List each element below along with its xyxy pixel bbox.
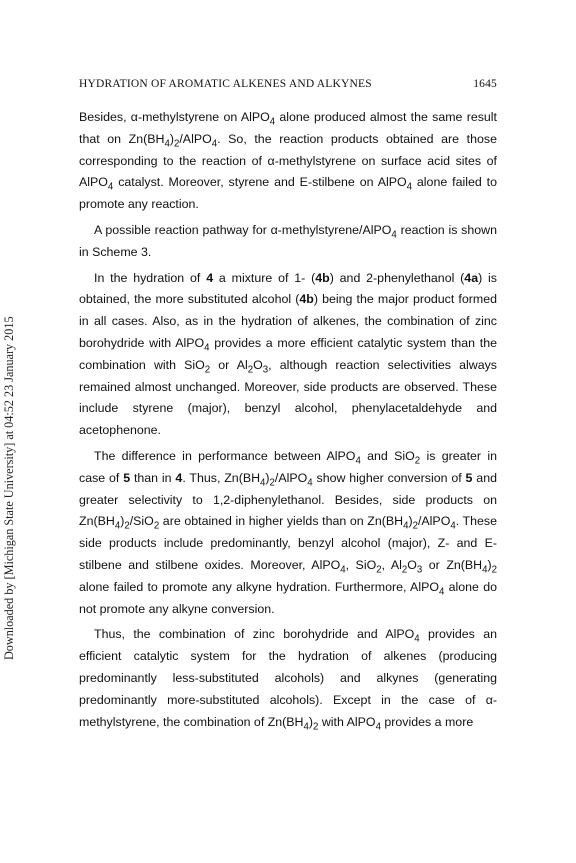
subscript: 4 [204, 342, 210, 354]
text-run: alone produced almost the same result that on Zn(BH [79, 110, 497, 146]
subscript: 4 [211, 138, 218, 150]
text-run: Thus, the combination of zinc borohydride and AlPO [94, 627, 415, 642]
subscript: 4 [355, 455, 361, 467]
text-run: , SiO [345, 557, 377, 572]
text-run: , although reaction selectivities always remained almost unchanged. Moreover, side products are observed. These include styrene (major), benzyl alcohol, phenylacetaldehyde and acetophenone. [79, 357, 497, 438]
running-title: HYDRATION OF AROMATIC ALKENES AND ALKYNES [79, 78, 372, 90]
text-run: ) being the major product formed in all cases. Also, as in the hydration of alkenes, the combination of zinc borohydride with AlPO [79, 292, 497, 350]
subscript: 2 [376, 564, 382, 576]
subscript: 2 [269, 477, 275, 489]
text-run: . So, the reaction products obtained are those corresponding to the reaction of α-methylstyrene on surface acid sites of AlPO [79, 131, 497, 190]
body-text [79, 107, 497, 737]
text-run: are obtained in higher yields than on Zn(BH [159, 514, 404, 529]
download-note: Downloaded by [Michigan State University] at 04:52 23 January 2015 [2, 316, 16, 660]
subscript: 2 [153, 520, 160, 532]
text-run: is greater in case of [79, 448, 497, 485]
text-run: catalyst. Moreover, styrene and E-stilbene on AlPO [113, 175, 407, 190]
text-run: and greater selectivity to 1,2-diphenylethanol. Besides, side products on Zn(BH [79, 470, 497, 529]
compound-number: 4 [206, 270, 214, 285]
text-run: O [253, 357, 263, 372]
subscript: 4 [482, 564, 488, 576]
paragraph [79, 624, 497, 733]
subscript: 3 [416, 564, 423, 576]
compound-number: 4b [299, 292, 314, 307]
subscript: 2 [173, 138, 180, 150]
text-run: ) [265, 470, 270, 485]
text-run: ) [487, 557, 492, 572]
subscript: 2 [124, 520, 130, 532]
subscript: 2 [491, 564, 498, 576]
text-run: and SiO [360, 448, 415, 463]
subscript: 4 [438, 586, 445, 598]
text-run: /AlPO [274, 470, 308, 485]
text-run: The difference in performance between AlPO [94, 448, 356, 463]
text-run: reaction is shown in Scheme 3. [79, 222, 497, 259]
subscript: 4 [260, 477, 266, 489]
text-run: alone do not promote any alkyne conversion. [79, 579, 498, 616]
text-run: A possible reaction pathway for α-methylstyrene/AlPO [94, 222, 392, 237]
text-run: , Al [381, 557, 402, 572]
text-run: Besides, α-methylstyrene on AlPO [79, 110, 270, 124]
text-run: O [407, 557, 417, 572]
paragraph [79, 107, 497, 216]
subscript: 2 [414, 455, 421, 467]
compound-number: 4b [315, 270, 330, 285]
compound-number: 5 [465, 470, 473, 485]
subscript: 2 [313, 720, 319, 732]
subscript: 4 [164, 138, 170, 150]
text-run: /SiO [129, 514, 154, 529]
text-run: provides a more efficient catalytic system than the combination with SiO [79, 335, 497, 372]
text-run: with AlPO [318, 714, 376, 729]
text-run: ) [169, 131, 174, 146]
compound-number: 4a [464, 270, 479, 285]
compound-number: 5 [123, 470, 131, 485]
subscript: 2 [204, 364, 211, 376]
subscript: 2 [401, 564, 408, 576]
subscript: 4 [450, 520, 456, 532]
text-run: or Zn(BH [422, 557, 483, 572]
subscript: 4 [114, 520, 121, 532]
download-watermark [2, 240, 22, 660]
paragraph [79, 220, 497, 264]
text-run: /AlPO [179, 131, 212, 146]
text-run: alone failed to promote any reaction. [79, 175, 497, 212]
subscript: 2 [247, 364, 254, 376]
subscript: 4 [391, 229, 397, 241]
text-run: ) and 2-phenylethanol ( [329, 270, 465, 285]
paragraph [79, 268, 497, 442]
subscript: 3 [262, 364, 269, 376]
text-run: In the hydration of [94, 270, 207, 285]
subscript: 4 [414, 633, 420, 645]
text-run: a mixture of 1- ( [213, 270, 316, 285]
subscript: 4 [269, 116, 276, 128]
text-run: . Thus, Zn(BH [182, 470, 261, 485]
subscript: 4 [403, 520, 409, 532]
text-run: ) [120, 514, 125, 529]
text-run: /AlPO [417, 514, 451, 529]
text-run: provides an efficient catalytic system for the hydration of alkenes (producing predominantly less-substituted alcohols) and alkynes (generating predominantly more-substituted alcohols). Except in the case of α-methylstyrene, the combination of Zn(BH [79, 627, 497, 729]
text-run: show higher conversion of [312, 470, 466, 485]
subscript: 4 [375, 720, 381, 732]
text-run: ) [308, 714, 314, 729]
subscript: 4 [340, 564, 346, 576]
paragraph [79, 446, 497, 620]
running-header [79, 78, 497, 90]
text-run: provides a more [380, 714, 474, 729]
subscript: 2 [412, 520, 418, 532]
text-run: ) is obtained, the more substituted alcohol ( [79, 270, 497, 307]
text-run: ) [408, 514, 413, 529]
page-number: 1645 [473, 78, 497, 90]
text-run: alone failed to promote any alkyne hydration. Furthermore, AlPO [79, 579, 439, 594]
subscript: 4 [107, 181, 114, 193]
subscript: 4 [307, 477, 313, 489]
compound-number: 4 [175, 470, 183, 485]
subscript: 4 [406, 181, 412, 193]
text-run: . These side products include predominantly, benzyl alcohol (major), Z- and E-stilbene and stilbene oxides. Moreover, AlPO [79, 514, 497, 572]
subscript: 4 [303, 720, 309, 732]
text-run: or Al [210, 357, 248, 372]
text-run: than in [130, 470, 176, 485]
